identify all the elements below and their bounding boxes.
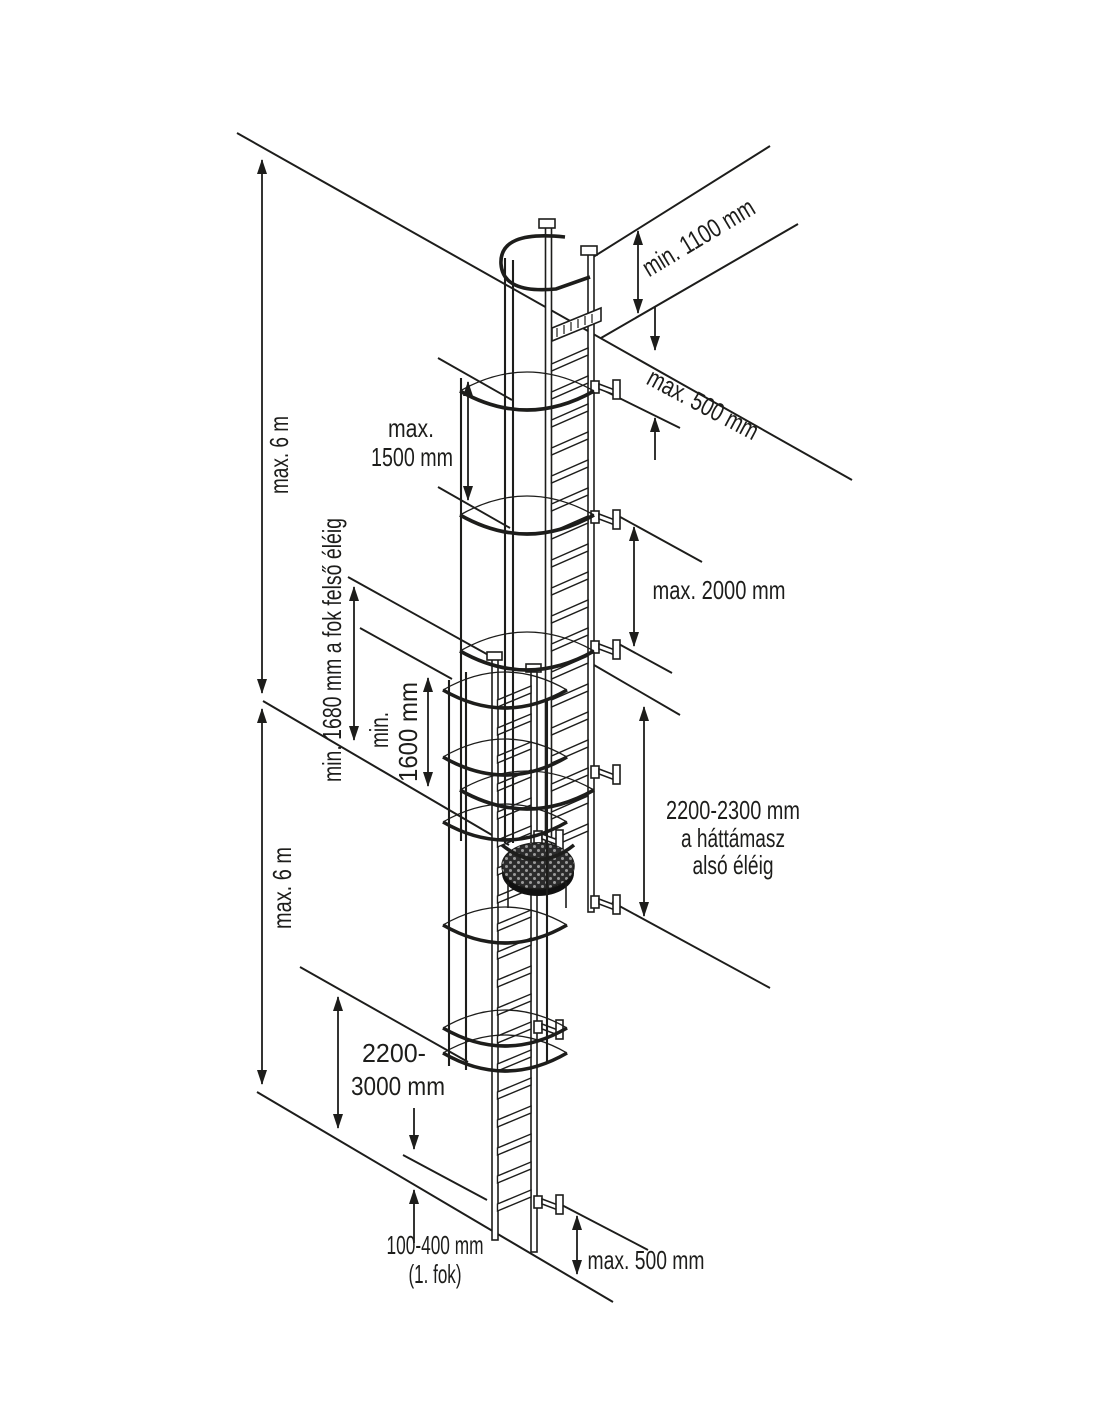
label-cage-start-line1: 2200-: [362, 1038, 426, 1068]
label-overlap-rung: min. 1680 mm a fok felső éléig: [317, 429, 347, 782]
label-first-rung-line1: 100-400 mm: [386, 1230, 484, 1260]
label-overlap-cage-line1: min.: [364, 698, 394, 748]
platform-grating-pattern: [502, 843, 574, 889]
label-top-extension: min. 1100 mm: [636, 173, 792, 283]
upper-right-stile-cap: [581, 246, 597, 255]
label-backrest-line2: a háttámasz: [681, 823, 785, 853]
label-bracket-spacing: max. 2000 mm: [652, 575, 786, 605]
label-first-rung-line2: (1. fok): [408, 1259, 462, 1289]
label-overlap-cage-line2: 1600 mm: [393, 673, 423, 782]
label-bottom-bracket: max. 500 mm: [587, 1245, 705, 1275]
label-wall-height-upper: max. 6 m: [264, 387, 294, 494]
label-hoop-spacing-line2: 1500 mm: [371, 442, 453, 472]
upper-left-stile-cap: [539, 219, 555, 228]
lower-right-stile: [531, 670, 537, 1252]
label-wall-height-lower: max. 6 m: [267, 822, 297, 929]
label-top-bracket: max. 500 mm: [642, 362, 796, 463]
lower-left-stile-cap: [487, 652, 502, 660]
label-backrest-line1: 2200-2300 mm: [666, 795, 800, 825]
label-backrest-line3: alsó éléig: [692, 850, 774, 880]
upper-right-stile: [588, 252, 594, 912]
label-cage-start-line2: 3000 mm: [351, 1071, 445, 1101]
label-hoop-spacing-line1: max.: [388, 413, 434, 443]
